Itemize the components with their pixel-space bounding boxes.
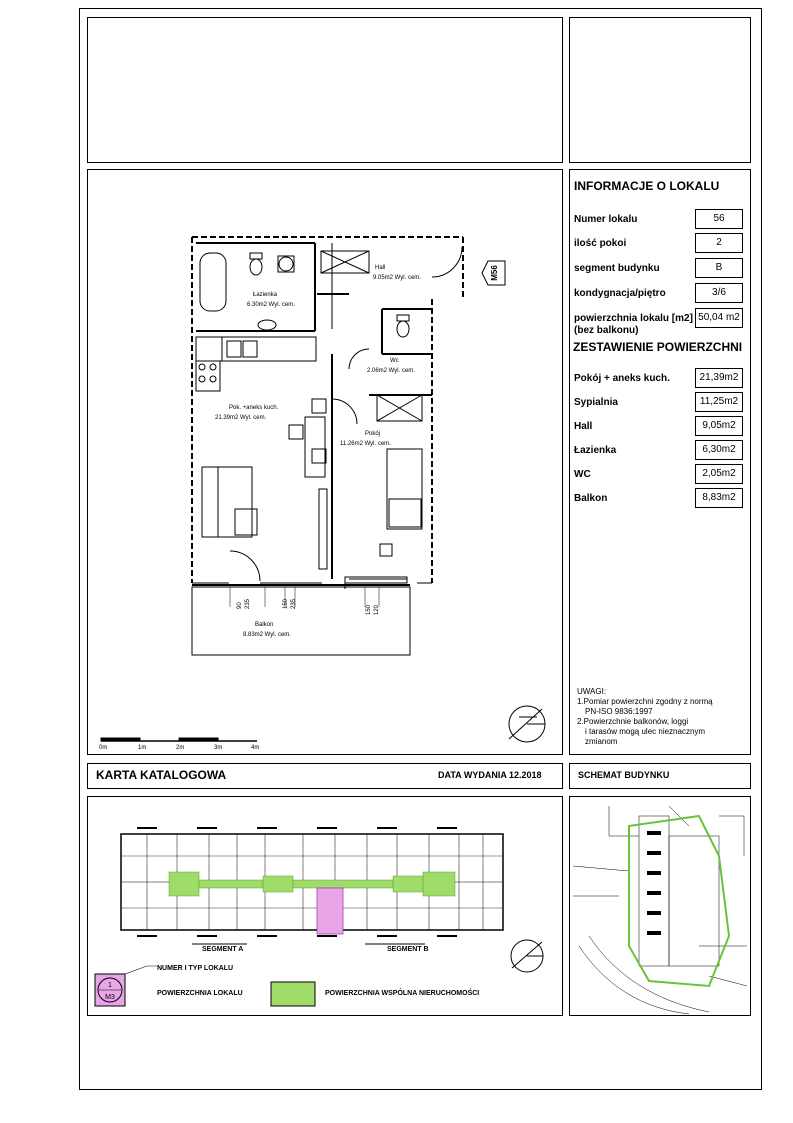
area-label-living: Pokój + aneks kuch.	[574, 373, 670, 384]
notes	[577, 687, 713, 747]
info-label-floor: kondygnacja/piętro	[574, 288, 666, 299]
room-area-living: 21.39m2 Wyl. cem.	[215, 415, 267, 421]
badge-type: M3	[105, 994, 115, 1001]
unit-tag-label: M56	[490, 265, 499, 281]
top-right-box	[569, 17, 751, 163]
info-title: INFORMACJE O LOKALU	[574, 179, 720, 193]
dim-label: 150	[366, 604, 372, 615]
room-area-bedroom: 11.26m2 Wyl. cem.	[340, 441, 391, 447]
info-label-segment: segment budynku	[574, 263, 660, 274]
area-value-bathroom: 6,30m2	[695, 440, 743, 460]
area-label-balcony: Balkon	[574, 493, 608, 504]
scale-label: 0m	[99, 745, 108, 751]
room-area-wc: 2.06m2 Wyl. cem.	[367, 368, 415, 374]
site-map	[569, 796, 751, 1016]
floor-plan	[87, 169, 563, 755]
info-value-segment: B	[695, 258, 743, 278]
notes-line: i tarasów mogą ulec nieznacznym	[585, 727, 706, 736]
building-floor-plan	[87, 796, 563, 1016]
scale-label: 4m	[251, 745, 260, 751]
dim-label: 235	[245, 598, 251, 609]
unit-tag	[482, 261, 505, 285]
room-area-balcony: 8.83m2 Wyl. cem.	[243, 632, 291, 638]
dim-label: 120	[374, 604, 380, 615]
dim-label: 150	[283, 598, 289, 609]
legend-common-area: POWIERZCHNIA WSPÓLNA NIERUCHOMOŚCI	[325, 990, 480, 997]
schema-title: SCHEMAT BUDYNKU	[578, 770, 670, 780]
info-label-area-2: (bez balkonu)	[574, 325, 639, 336]
room-name-bathroom: Łazienka	[253, 292, 278, 298]
info-box	[569, 169, 751, 755]
info-value-rooms: 2	[695, 233, 743, 253]
room-name-balcony: Balkon	[255, 622, 274, 628]
area-value-hall: 9,05m2	[695, 416, 743, 436]
legend-number-type: NUMER I TYP LOKALU	[157, 965, 234, 972]
info-value-number: 56	[695, 209, 743, 229]
top-left-box	[87, 17, 563, 163]
scale-label: 1m	[138, 745, 147, 751]
room-area-hall: 9.05m2 Wyl. cem.	[373, 275, 421, 281]
area-label-bedroom: Sypialnia	[574, 397, 618, 408]
scale-label: 2m	[176, 745, 185, 751]
area-label-wc: WC	[574, 469, 591, 480]
notes-line: PN-ISO 9836:1997	[585, 707, 653, 716]
dim-label: 90	[237, 602, 243, 609]
info-label-number: Numer lokalu	[574, 214, 638, 225]
segment-b-label: SEGMENT B	[387, 946, 429, 953]
room-name-hall: Hall	[375, 265, 386, 271]
info-value-floor: 3/6	[695, 283, 743, 303]
info-label-rooms: ilość pokoi	[574, 238, 627, 249]
notes-line: 2.Powierzchnie balkonów, loggi	[577, 717, 689, 726]
dim-label: 235	[291, 598, 297, 609]
area-label-bathroom: Łazienka	[574, 445, 617, 456]
catalog-title: KARTA KATALOGOWA	[96, 768, 227, 782]
issue-date: DATA WYDANIA 12.2018	[438, 770, 542, 780]
notes-title: UWAGI:	[577, 687, 607, 696]
legend-unit-area: POWIERZCHNIA LOKALU	[157, 990, 243, 997]
room-area-bathroom: 6.30m2 Wyl. cem.	[247, 302, 295, 308]
room-name-living: Pok. +aneks kuch.	[229, 405, 279, 411]
notes-line: 1.Pomiar powierzchni zgodny z normą	[577, 697, 713, 706]
area-value-living: 21,39m2	[695, 368, 743, 388]
scale-label: 3m	[214, 745, 223, 751]
notes-line: zmianom	[585, 737, 618, 746]
info-value-area: 50,04 m2	[695, 308, 743, 328]
area-value-wc: 2,05m2	[695, 464, 743, 484]
info-label-area: powierzchnia lokalu [m2]	[574, 313, 693, 324]
area-value-bedroom: 11,25m2	[695, 392, 743, 412]
room-name-bedroom: Pokój	[365, 431, 381, 437]
area-value-balcony: 8,83m2	[695, 488, 743, 508]
area-label-hall: Hall	[574, 421, 593, 432]
segment-a-label: SEGMENT A	[202, 946, 244, 953]
badge-number: 1	[108, 982, 112, 989]
room-name-wc: Wc	[390, 358, 399, 364]
areas-title: ZESTAWIENIE POWIERZCHNI	[573, 340, 743, 354]
